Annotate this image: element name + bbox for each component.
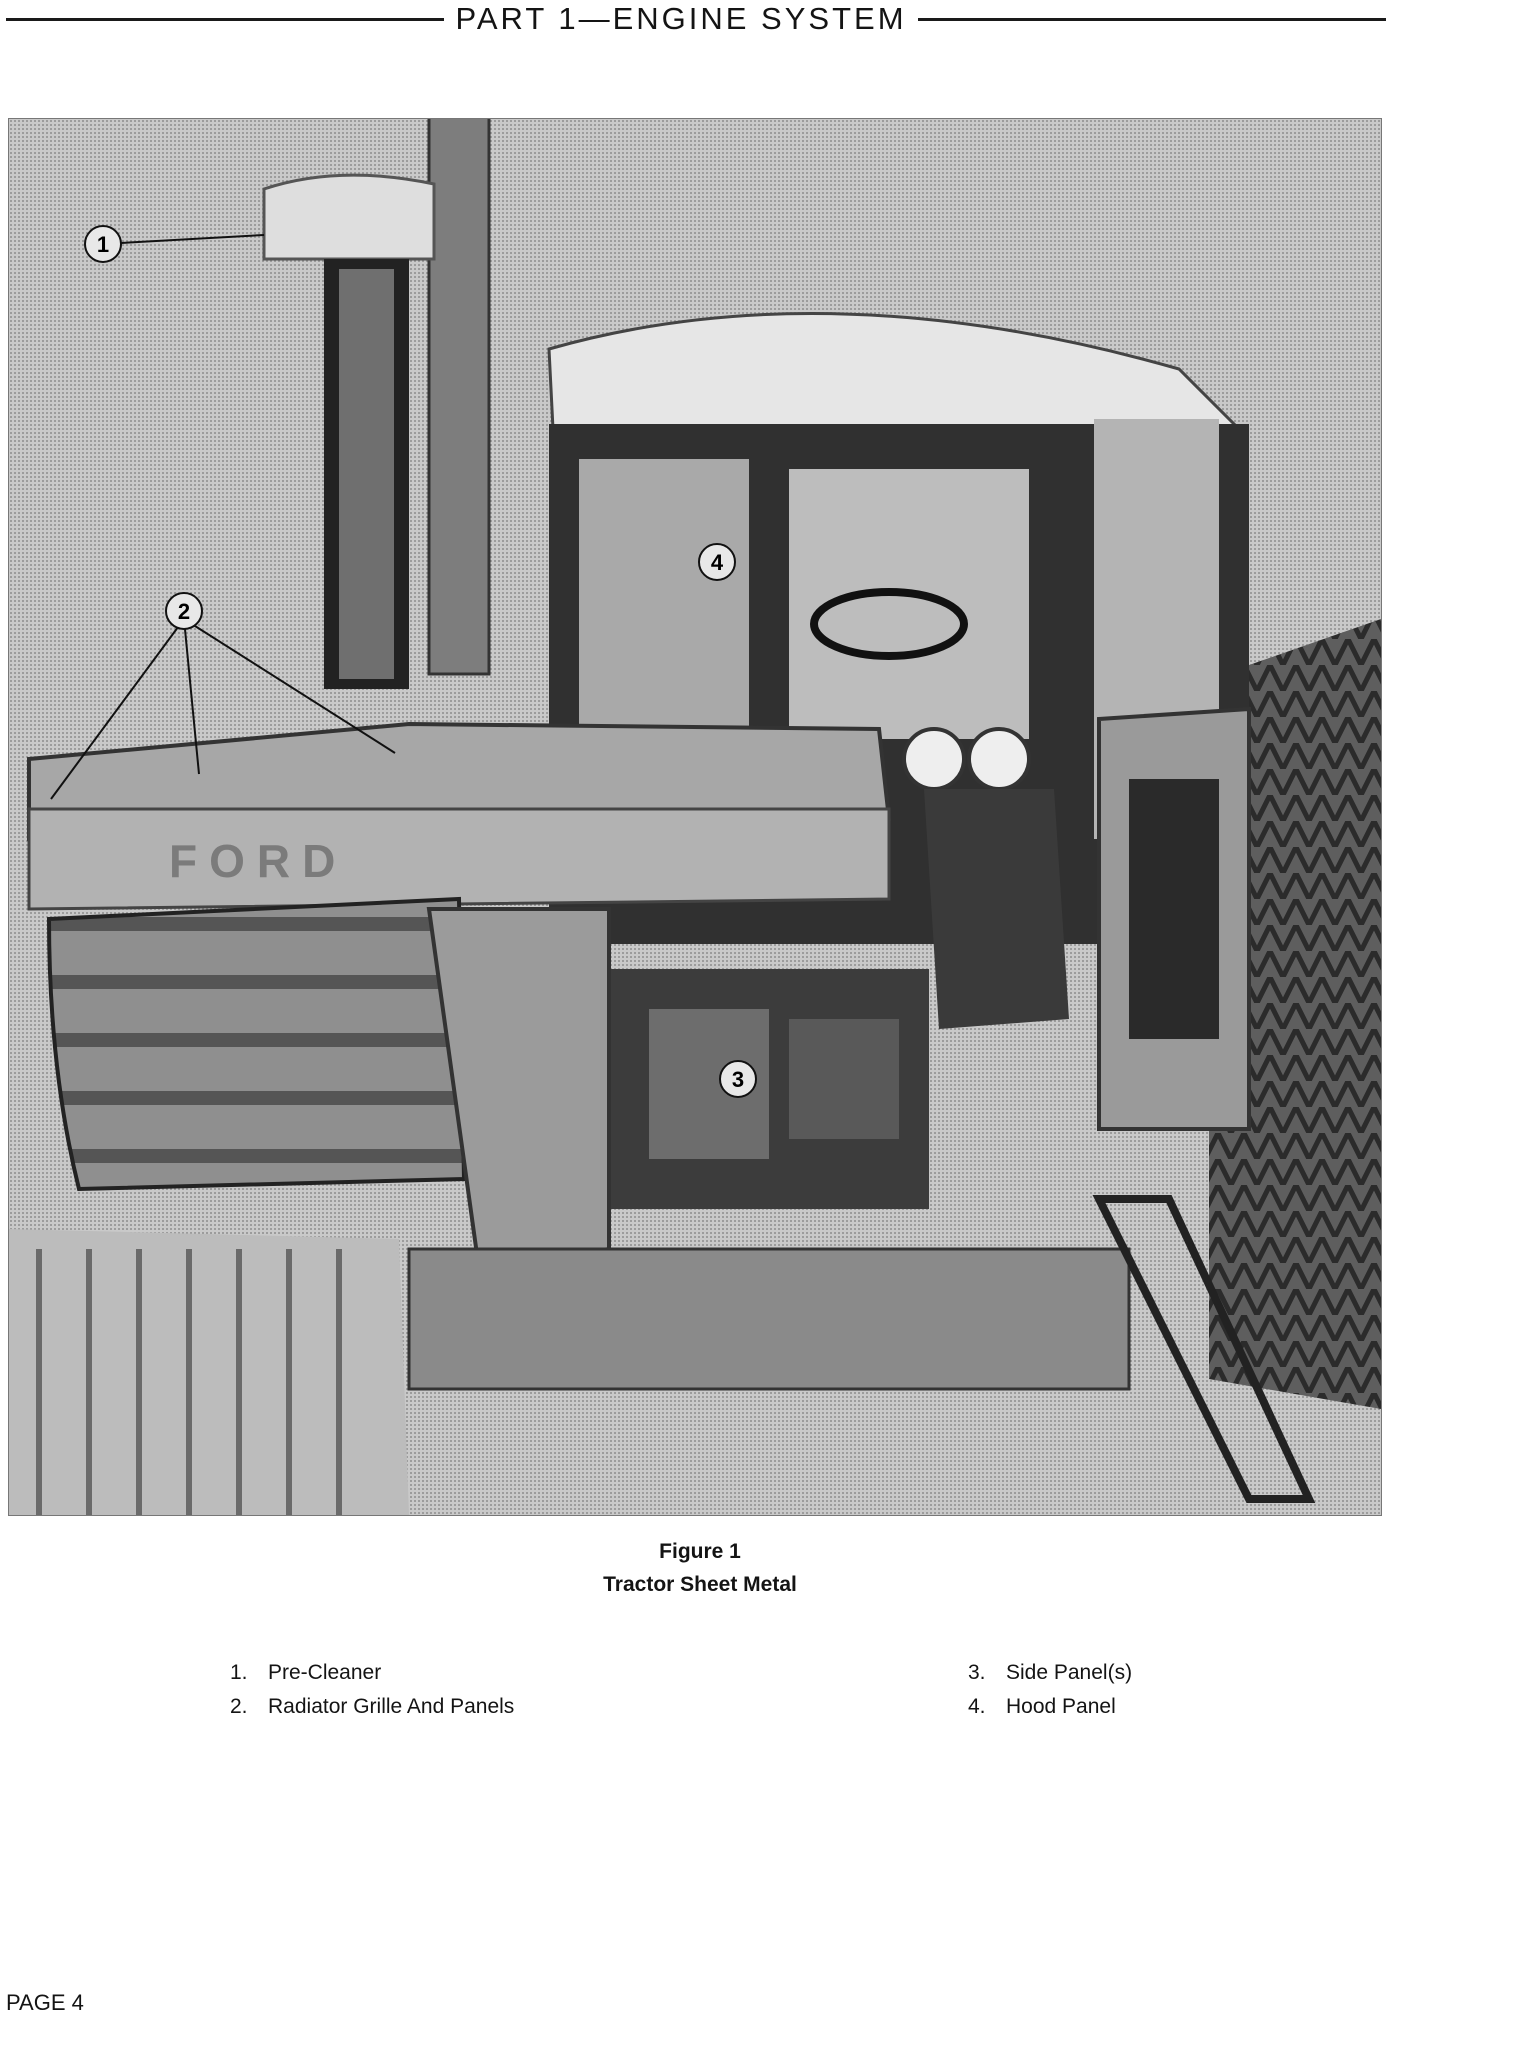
legend-item-label: Pre-Cleaner (268, 1661, 382, 1684)
engine-component (789, 1019, 899, 1139)
figure-title: Tractor Sheet Metal (603, 1573, 797, 1596)
grille-lettering: FORD (169, 835, 348, 887)
legend-item-number: 1. (230, 1661, 248, 1684)
callout-1-number: 1 (96, 232, 110, 257)
tractor-illustration (9, 119, 1381, 1515)
hood-side (29, 809, 889, 909)
headlight-left (904, 729, 964, 789)
figure-number: Figure 1 (659, 1540, 741, 1563)
pre-cleaner (264, 175, 434, 259)
air-intake-highlight (339, 269, 394, 679)
legend-item (968, 1690, 1132, 1724)
legend-item-number: 2. (230, 1695, 248, 1718)
page-title: PART 1—ENGINE SYSTEM (455, 1, 907, 36)
callout-3-number: 3 (731, 1067, 745, 1092)
header-rule-right (918, 18, 1386, 21)
legend-item (230, 1690, 514, 1724)
figure-photo (8, 118, 1382, 1516)
instrument-pod (924, 789, 1069, 1029)
callout-4-number: 4 (710, 550, 724, 575)
radiator-grille (49, 899, 464, 1189)
legend-item-label: Side Panel(s) (1006, 1661, 1133, 1684)
legend-column-left (230, 1656, 514, 1724)
legend-item (968, 1656, 1132, 1690)
cab-door-window (1129, 779, 1219, 1039)
headlight-right (969, 729, 1029, 789)
legend-item-number: 4. (968, 1695, 986, 1718)
chassis (409, 1249, 1129, 1389)
legend-column-right (968, 1656, 1132, 1724)
page-number: PAGE 4 (6, 1990, 84, 2015)
callout-2-number: 2 (177, 599, 191, 624)
legend-item-number: 3. (968, 1661, 986, 1684)
exhaust-stack (429, 119, 489, 674)
front-tire (9, 1229, 409, 1515)
legend-item (230, 1656, 514, 1690)
header-rule-left (6, 18, 444, 21)
legend-item-label: Radiator Grille And Panels (268, 1695, 515, 1718)
cab-window-left (579, 459, 749, 759)
legend-item-label: Hood Panel (1006, 1695, 1116, 1718)
